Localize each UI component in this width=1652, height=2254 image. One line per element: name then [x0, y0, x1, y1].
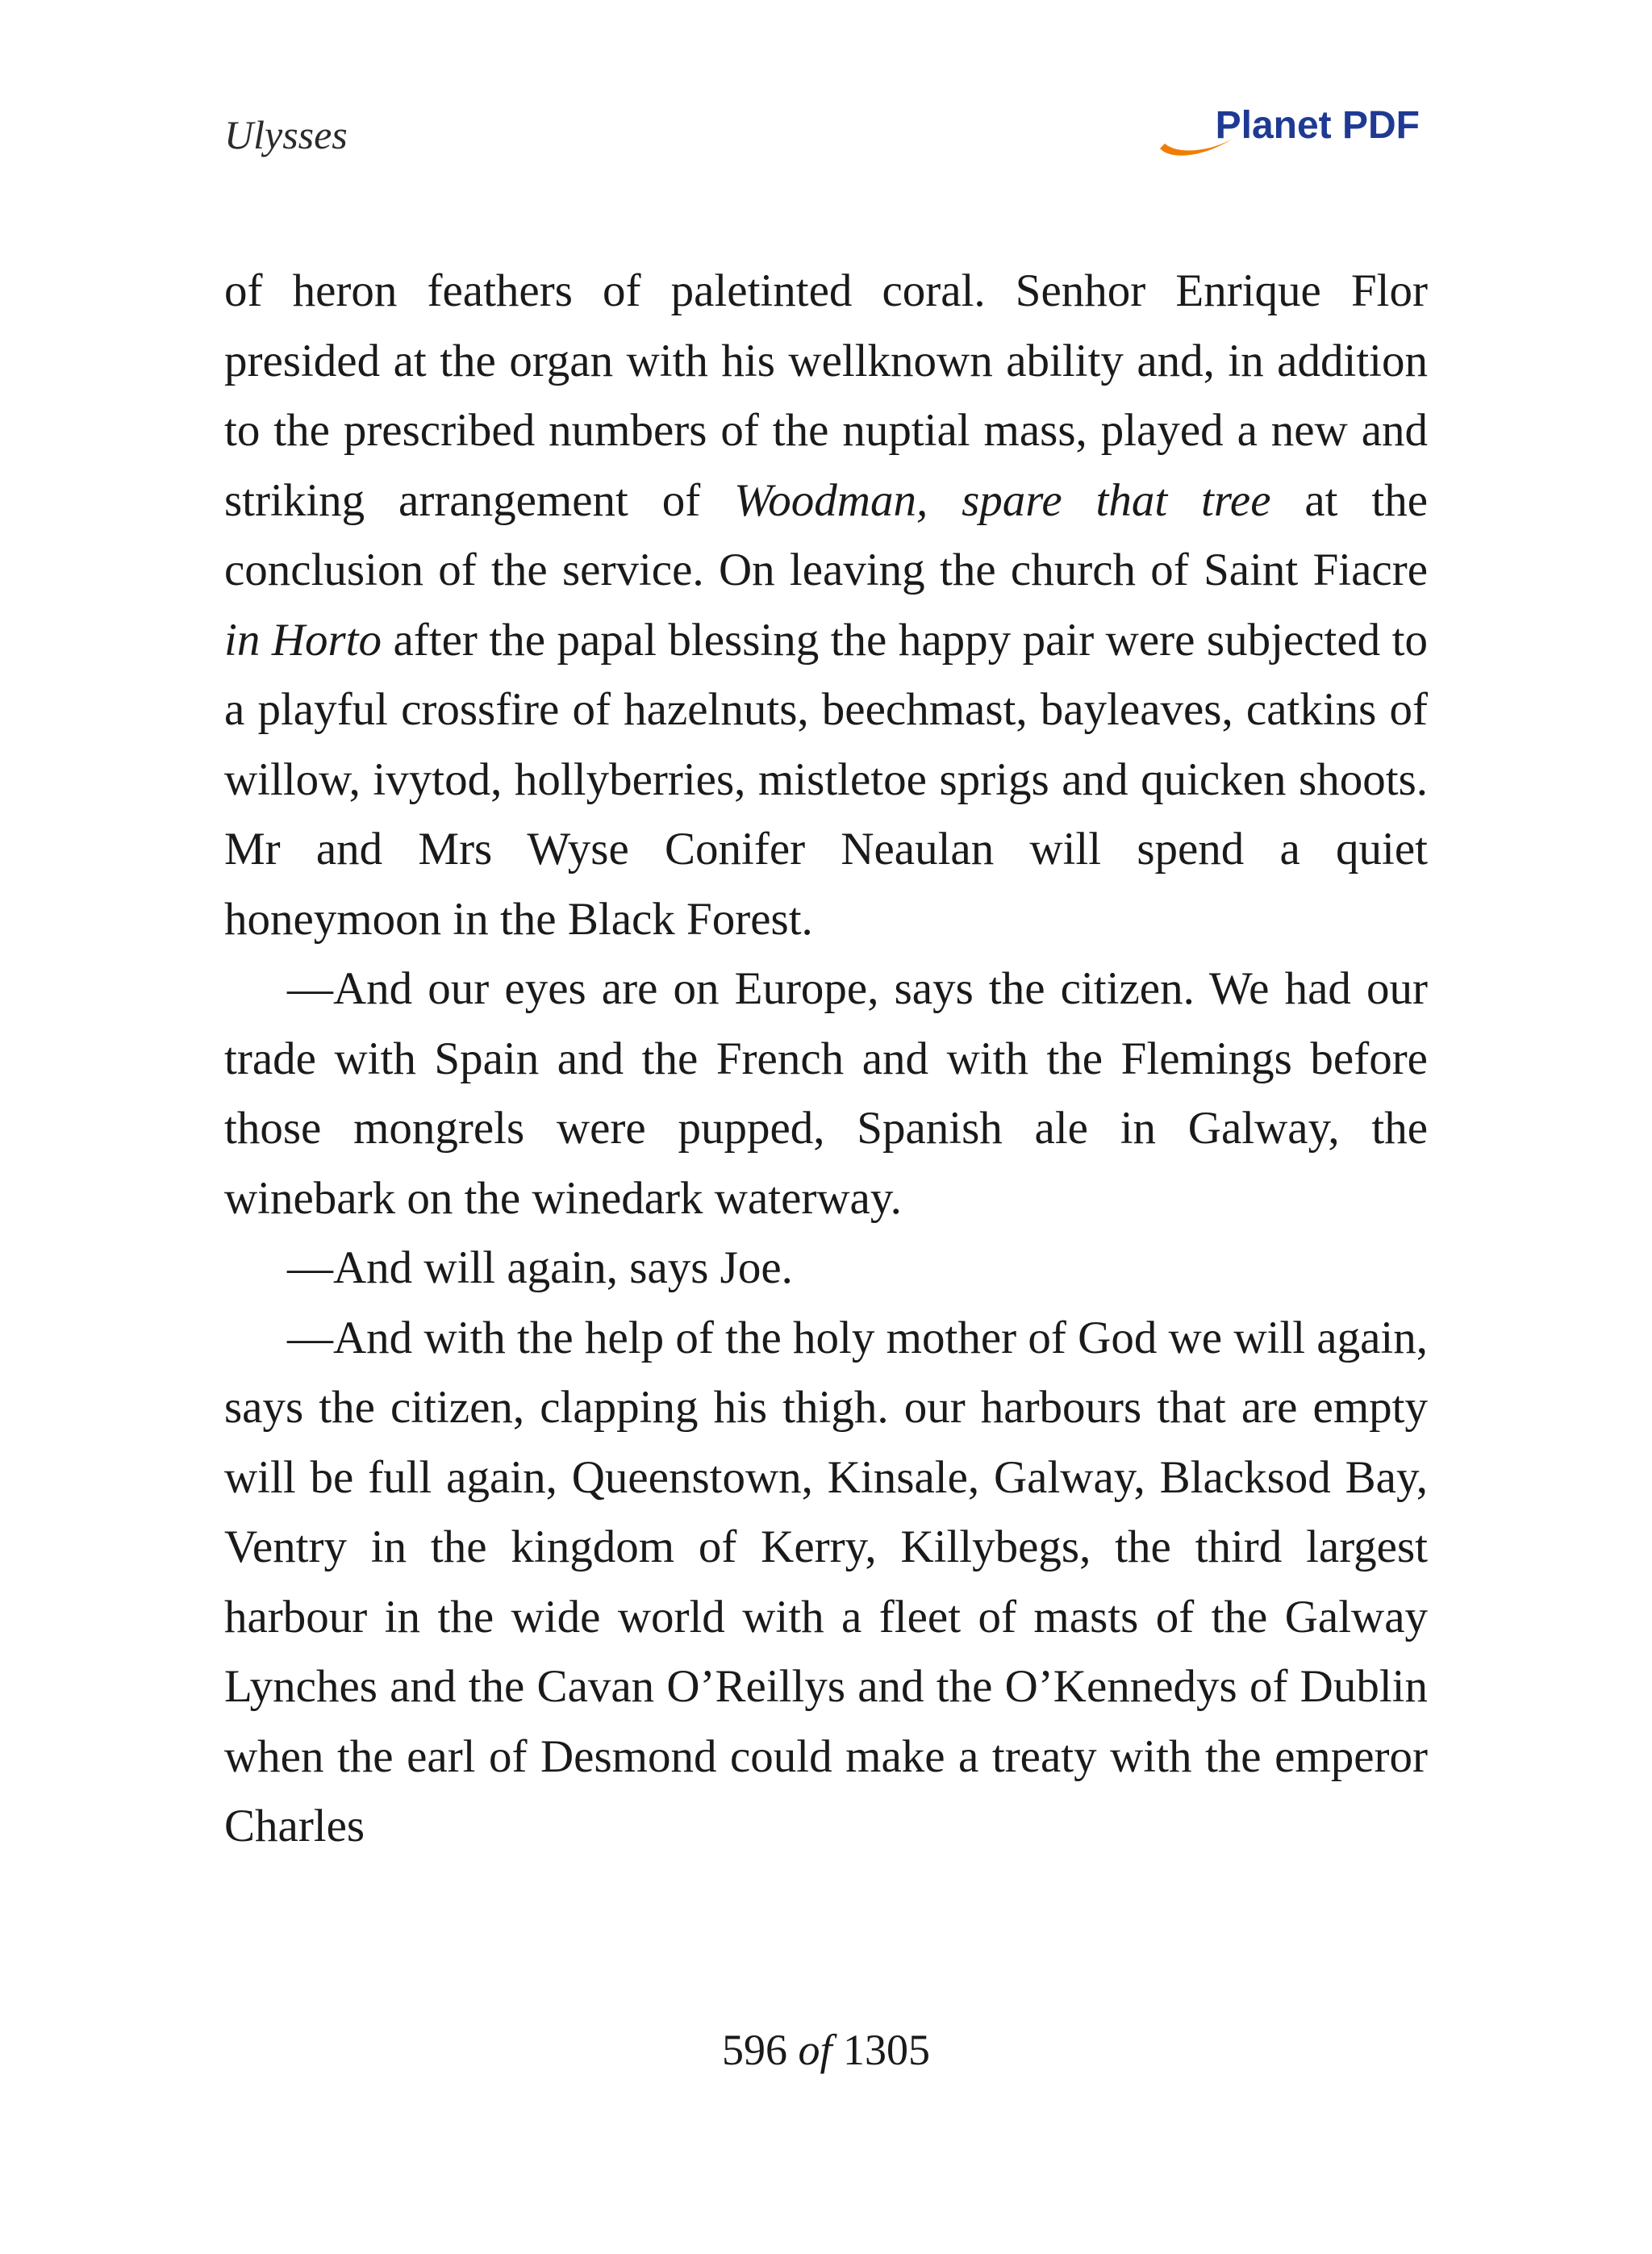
planet-pdf-logo: [1153, 97, 1420, 161]
latin-phrase-italic: in Horto: [224, 614, 382, 666]
page-of-label: of: [798, 2026, 832, 2074]
paragraph-1-text-e: after the papal blessing the happy pair were subjected to a playful crossfire of hazelnuts, beechmast, bayleaves, catkins of willow, ivytod, hollyberries, mistletoe sprigs and quicken shoots. Mr and Mrs Wyse Conifer Neaulan will spend a quiet honeymoon in the Black Forest.: [224, 614, 1428, 945]
logo-text: Planet PDF: [1215, 104, 1420, 147]
paragraph-4: —And with the help of the holy mother of God we will again, says the citizen, clapping his thigh. our harbours that are empty will be full again, Queenstown, Kinsale, Galway, Blacksod Bay, Ventry in the kingdom of Kerry, Killybegs, the third largest harbour in the wide world with a fleet of masts of the Galway Lynches and the Cavan O’Reillys and the O’Kennedys of Dublin when the earl of Desmond could make a treaty with the emperor Charles: [224, 1312, 1428, 1851]
paragraph-1-text-a: of heron feathers of paletinted coral. Senhor Enrique Flor presided at the organ with his wellknown ability and, in addition to the prescribed numbers of the nuptial mass, played a new and striking arrangement of: [224, 265, 1428, 526]
page-number: [0, 2025, 1652, 2075]
song-title-italic: Woodman, spare that tree: [734, 474, 1271, 526]
paragraph-1: [224, 257, 1428, 954]
total-pages: 1305: [843, 2026, 930, 2074]
current-page: 596: [721, 2026, 787, 2074]
paragraph-1-text-c: at the conclusion of the service. On leaving the church of Saint Fiacre: [224, 474, 1428, 595]
paragraph-2: —And our eyes are on Europe, says the citizen. We had our trade with Spain and the French and with the Flemings before those mongrels were pupped, Spanish ale in Galway, the winebark on the winedark waterway.: [224, 963, 1428, 1224]
page-body: [224, 257, 1428, 1862]
page-header: [224, 97, 1428, 177]
book-title: Ulysses: [224, 112, 348, 157]
paragraph-3: —And will again, says Joe.: [287, 1242, 793, 1293]
